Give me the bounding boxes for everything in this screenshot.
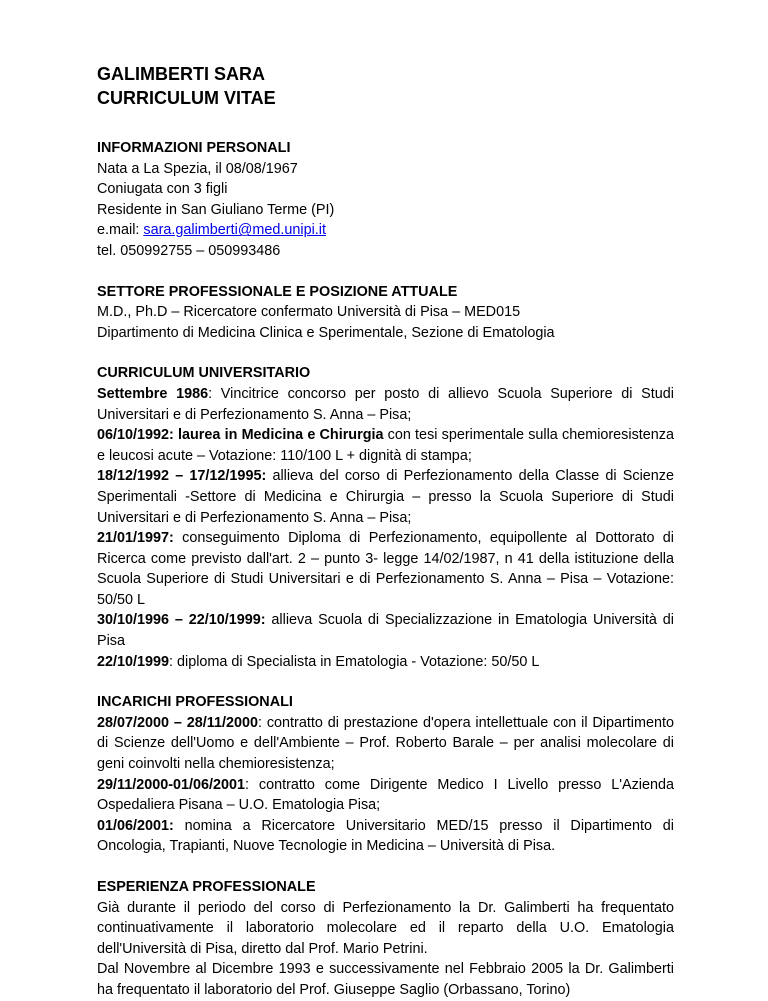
positions-section: [97, 692, 674, 857]
personal-info-section: [97, 138, 674, 262]
entry-date: 06/10/1992: laurea in Medicina e Chirurgia: [97, 427, 384, 444]
entry-date: Settembre 1986: [97, 385, 209, 402]
entry-date: 30/10/1996 – 22/10/1999:: [97, 612, 266, 629]
experience-section: [97, 877, 674, 1001]
position-entry: [97, 713, 674, 775]
family-line: Coniugata con 3 figli: [97, 181, 228, 198]
email-label: e.mail:: [97, 222, 144, 239]
section-heading: CURRICULUM UNIVERSITARIO: [97, 365, 311, 382]
department-line: Dipartimento di Medicina Clinica e Sperimentale, Sezione di Ematologia: [97, 324, 555, 341]
residence-line: Residente in San Giuliano Terme (PI): [97, 201, 335, 218]
experience-paragraph: Dal Novembre al Dicembre 1993 e successivamente nel Febbraio 2005 la Dr. Galimberti ha frequentato il laboratorio del Prof. Giuseppe Saglio (Orbassano, Torino): [97, 961, 674, 998]
email-link[interactable]: sara.galimberti@med.unipi.it: [143, 222, 326, 239]
position-entry: [97, 775, 674, 816]
university-entry: [97, 652, 674, 673]
person-name: GALIMBERTI SARA: [97, 64, 265, 84]
entry-text: con tesi sperimentale sulla chemioresistenza e leucosi acute – Votazione: 110/100 L + dignità di stampa;: [97, 427, 674, 464]
entry-text: : contratto di prestazione d'opera intellettuale con il Dipartimento di Scienze dell'Uomo e dell'Ambiente – Prof. Roberto Barale – per analisi molecolare di geni coinvolti nella chemioresistenza;: [97, 714, 674, 773]
entry-text: nomina a Ricercatore Universitario MED/15 presso il Dipartimento di Oncologia, Trapianti, Nuove Tecnologie in Medicina – Università di Pisa.: [97, 817, 674, 855]
section-heading: INCARICHI PROFESSIONALI: [97, 694, 293, 711]
position-line: M.D., Ph.D – Ricercatore confermato Università di Pisa – MED015: [97, 304, 521, 321]
phone-line: tel. 050992755 – 050993486: [97, 242, 281, 259]
position-entry: [97, 816, 674, 857]
university-entry: [97, 466, 674, 528]
university-entry: [97, 610, 674, 651]
position-section: [97, 282, 674, 344]
email-line: [97, 220, 674, 241]
university-entry: [97, 425, 674, 466]
section-heading: SETTORE PROFESSIONALE E POSIZIONE ATTUALE: [97, 283, 458, 300]
entry-date: 22/10/1999: [97, 653, 170, 670]
cv-page: [97, 62, 674, 1001]
entry-text: : contratto come Dirigente Medico I Livello presso L'Azienda Ospedaliera Pisana – U.O. Ematologia Pisa;: [97, 776, 674, 814]
university-entry: [97, 384, 674, 425]
birth-line: Nata a La Spezia, il 08/08/1967: [97, 160, 298, 177]
entry-text: conseguimento Diploma di Perfezionamento, equipollente al Dottorato di Ricerca come previsto dall'art. 2 – punto 3- legge 14/02/1987, n 41 della istituzione della Scuola Superiore di Studi Universitari e di Perfezionamento S. Anna – Pisa – Votazione: 50/50 L: [97, 530, 674, 608]
entry-text: : Vincitrice concorso per posto di allievo Scuola Superiore di Studi Universitari e di Perfezionamento S. Anna – Pisa;: [97, 385, 674, 423]
entry-date: 21/01/1997:: [97, 530, 174, 547]
section-heading: INFORMAZIONI PERSONALI: [97, 140, 291, 156]
entry-date: 29/11/2000-01/06/2001: [97, 776, 246, 793]
entry-date: 01/06/2001:: [97, 817, 174, 834]
entry-text: : diploma di Specialista in Ematologia - Votazione: 50/50 L: [169, 653, 540, 670]
experience-paragraph: Già durante il periodo del corso di Perfezionamento la Dr. Galimberti ha frequentato continuativamente il laboratorio molecolare ed il reparto della U.O. Ematologia dell'Università di Pisa, diretto dal Prof. Mario Petrini.: [97, 899, 674, 957]
entry-text: allieva Scuola di Specializzazione in Ematologia Università di Pisa: [97, 612, 674, 650]
entry-date: 28/07/2000 – 28/11/2000: [97, 714, 258, 731]
entry-date: 18/12/1992 – 17/12/1995:: [97, 468, 267, 485]
document-title: CURRICULUM VITAE: [97, 88, 276, 108]
university-section: [97, 363, 674, 672]
section-heading: ESPERIENZA PROFESSIONALE: [97, 879, 316, 895]
entry-text: allieva del corso di Perfezionamento della Classe di Scienze Sperimentali -Settore di Medicina e Chirurgia – presso la Scuola Superiore di Studi Universitari e di Perfezionamento S. Anna – Pisa;: [97, 468, 674, 526]
university-entry: [97, 528, 674, 610]
